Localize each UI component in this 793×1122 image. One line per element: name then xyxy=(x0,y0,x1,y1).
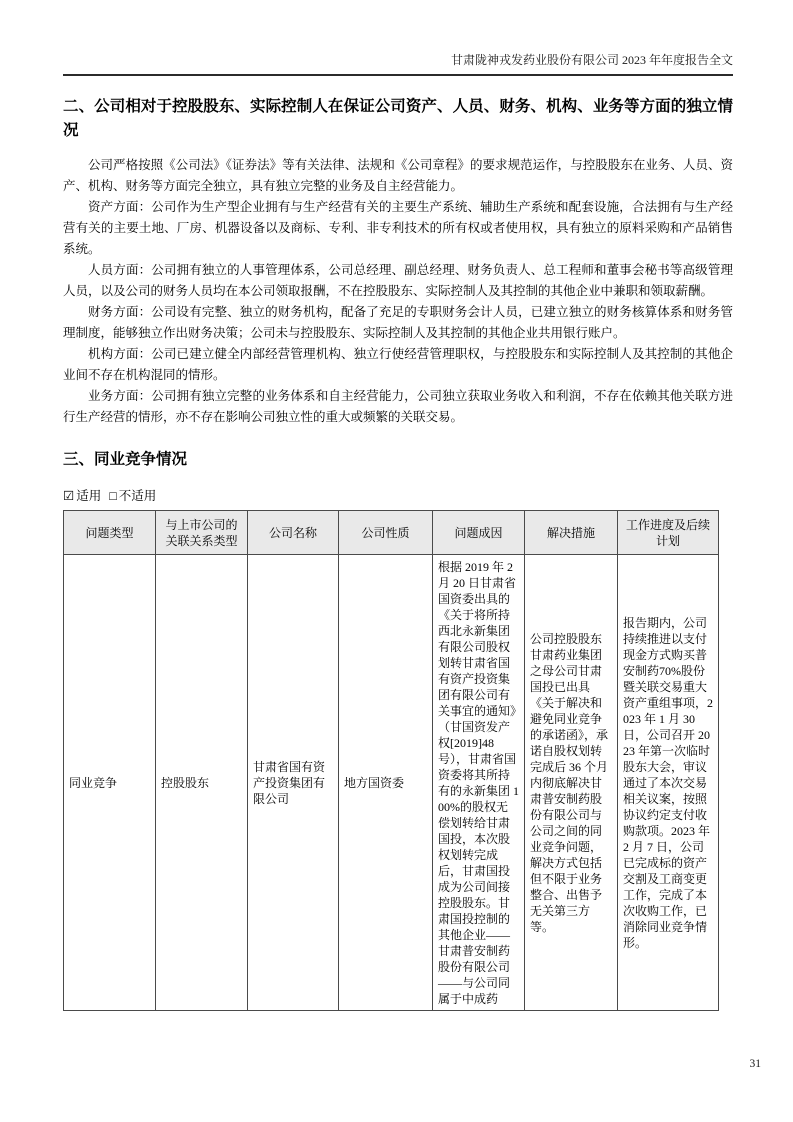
paragraph-assets: 资产方面：公司作为生产型企业拥有与生产经营有关的主要生产系统、辅助生产系统和配套设施，合法拥有与生产经营有关的主要土地、厂房、机器设备以及商标、专利、非专利技术的所有权或者使用权，具有独立的原料采购和产品销售系统。 xyxy=(63,200,733,256)
paragraph-personnel: 人员方面：公司拥有独立的人事管理体系，公司总经理、副总经理、财务负责人、总工程师和董事会秘书等高级管理人员，以及公司的财务人员均在本公司领取报酬，不在控股股东、实际控制人及其控制的其他企业中兼职和领取薪酬。 xyxy=(63,263,733,298)
col-header-progress: 工作进度及后续计划 xyxy=(618,511,719,555)
table-row xyxy=(64,555,719,1011)
section-competition-title: 三、同业竞争情况 xyxy=(63,451,188,468)
paragraph-finance: 财务方面：公司设有完整、独立的财务机构，配备了充足的专职财务会计人员，已建立独立的财务核算体系和财务管理制度，能够独立作出财务决策；公司未与控股股东、实际控制人及其控制的其他企业共用银行账户。 xyxy=(63,305,733,340)
col-header-cause: 问题成因 xyxy=(433,511,525,555)
page-number: 31 xyxy=(749,1058,761,1070)
cell-cause: 根据 2019 年 2 月 20 日甘肃省国资委出具的《关于将所持西北永新集团有限公司股权划转甘肃省国有资产投资集团有限公司有关事宜的通知》（甘国资发产权[2019]48 号），甘肃省国资委将其所持有的永新集团 100%的股权无偿划转给甘肃国投，本次股权划转完成后，甘肃国投成为公司间接控股股东。甘肃国投控制的其他企业——甘肃普安制药股份有限公司——与公司同属于中成药 xyxy=(433,555,525,1011)
report-header-title: 甘肃陇神戎发药业股份有限公司 2023 年年度报告全文 xyxy=(63,52,733,76)
section-independence-body xyxy=(63,155,733,428)
paragraph-business: 业务方面：公司拥有独立完整的业务体系和自主经营能力，公司独立获取业务收入和利润，不存在依赖其他关联方进行生产经营的情形，亦不存在影响公司独立性的重大或频繁的关联交易。 xyxy=(63,389,733,424)
cell-progress: 报告期内，公司持续推进以支付现金方式购买普安制药70%股份暨关联交易重大资产重组事项，2023 年 1 月 30 日，公司召开 2023 年第一次临时股东大会，审议通过了本次交易相关议案，按照协议约定支付收购款项。2023 年 2 月 7 日，公司已完成标的资产交割及工商变更工作，完成了本次收购工作，已消除同业竞争情形。 xyxy=(618,555,719,1011)
cell-relationship: 控股股东 xyxy=(156,555,248,1011)
checkbox-checked-icon: ☑ xyxy=(63,489,75,503)
col-header-company-nature: 公司性质 xyxy=(339,511,433,555)
col-header-issue-type: 问题类型 xyxy=(64,511,156,555)
cell-solution: 公司控股股东甘肃药业集团之母公司甘肃国投已出具《关于解决和避免同业竞争的承诺函》，承诺自股权划转完成后 36 个月内彻底解决甘肃普安制药股份有限公司与公司之间的同业竞争问题，解决方式包括但不限于业务整合、出售予无关第三方等。 xyxy=(525,555,618,1011)
paragraph-organization: 机构方面：公司已建立健全内部经营管理机构、独立行使经营管理职权，与控股股东和实际控制人及其控制的其他企业间不存在机构混同的情形。 xyxy=(63,347,733,382)
col-header-solution: 解决措施 xyxy=(525,511,618,555)
not-applicable-label: 不适用 xyxy=(118,489,157,503)
table-header-row xyxy=(64,511,719,555)
cell-company-name: 甘肃省国有资产投资集团有限公司 xyxy=(248,555,339,1011)
applicability-line xyxy=(63,488,733,505)
section-independence-title: 二、公司相对于控股股东、实际控制人在保证公司资产、人员、财务、机构、业务等方面的独立情况 xyxy=(63,98,733,139)
checkbox-unchecked-icon: □ xyxy=(109,489,117,503)
col-header-relationship: 与上市公司的关联关系类型 xyxy=(156,511,248,555)
col-header-company-name: 公司名称 xyxy=(248,511,339,555)
competition-table xyxy=(63,510,719,1011)
applicable-label: 适用 xyxy=(76,489,102,503)
cell-issue-type: 同业竞争 xyxy=(64,555,156,1011)
paragraph-overview: 公司严格按照《公司法》《证券法》等有关法律、法规和《公司章程》的要求规范运作，与控股股东在业务、人员、资产、机构、财务等方面完全独立，具有独立完整的业务及自主经营能力。 xyxy=(63,158,733,193)
cell-company-nature: 地方国资委 xyxy=(339,555,433,1011)
